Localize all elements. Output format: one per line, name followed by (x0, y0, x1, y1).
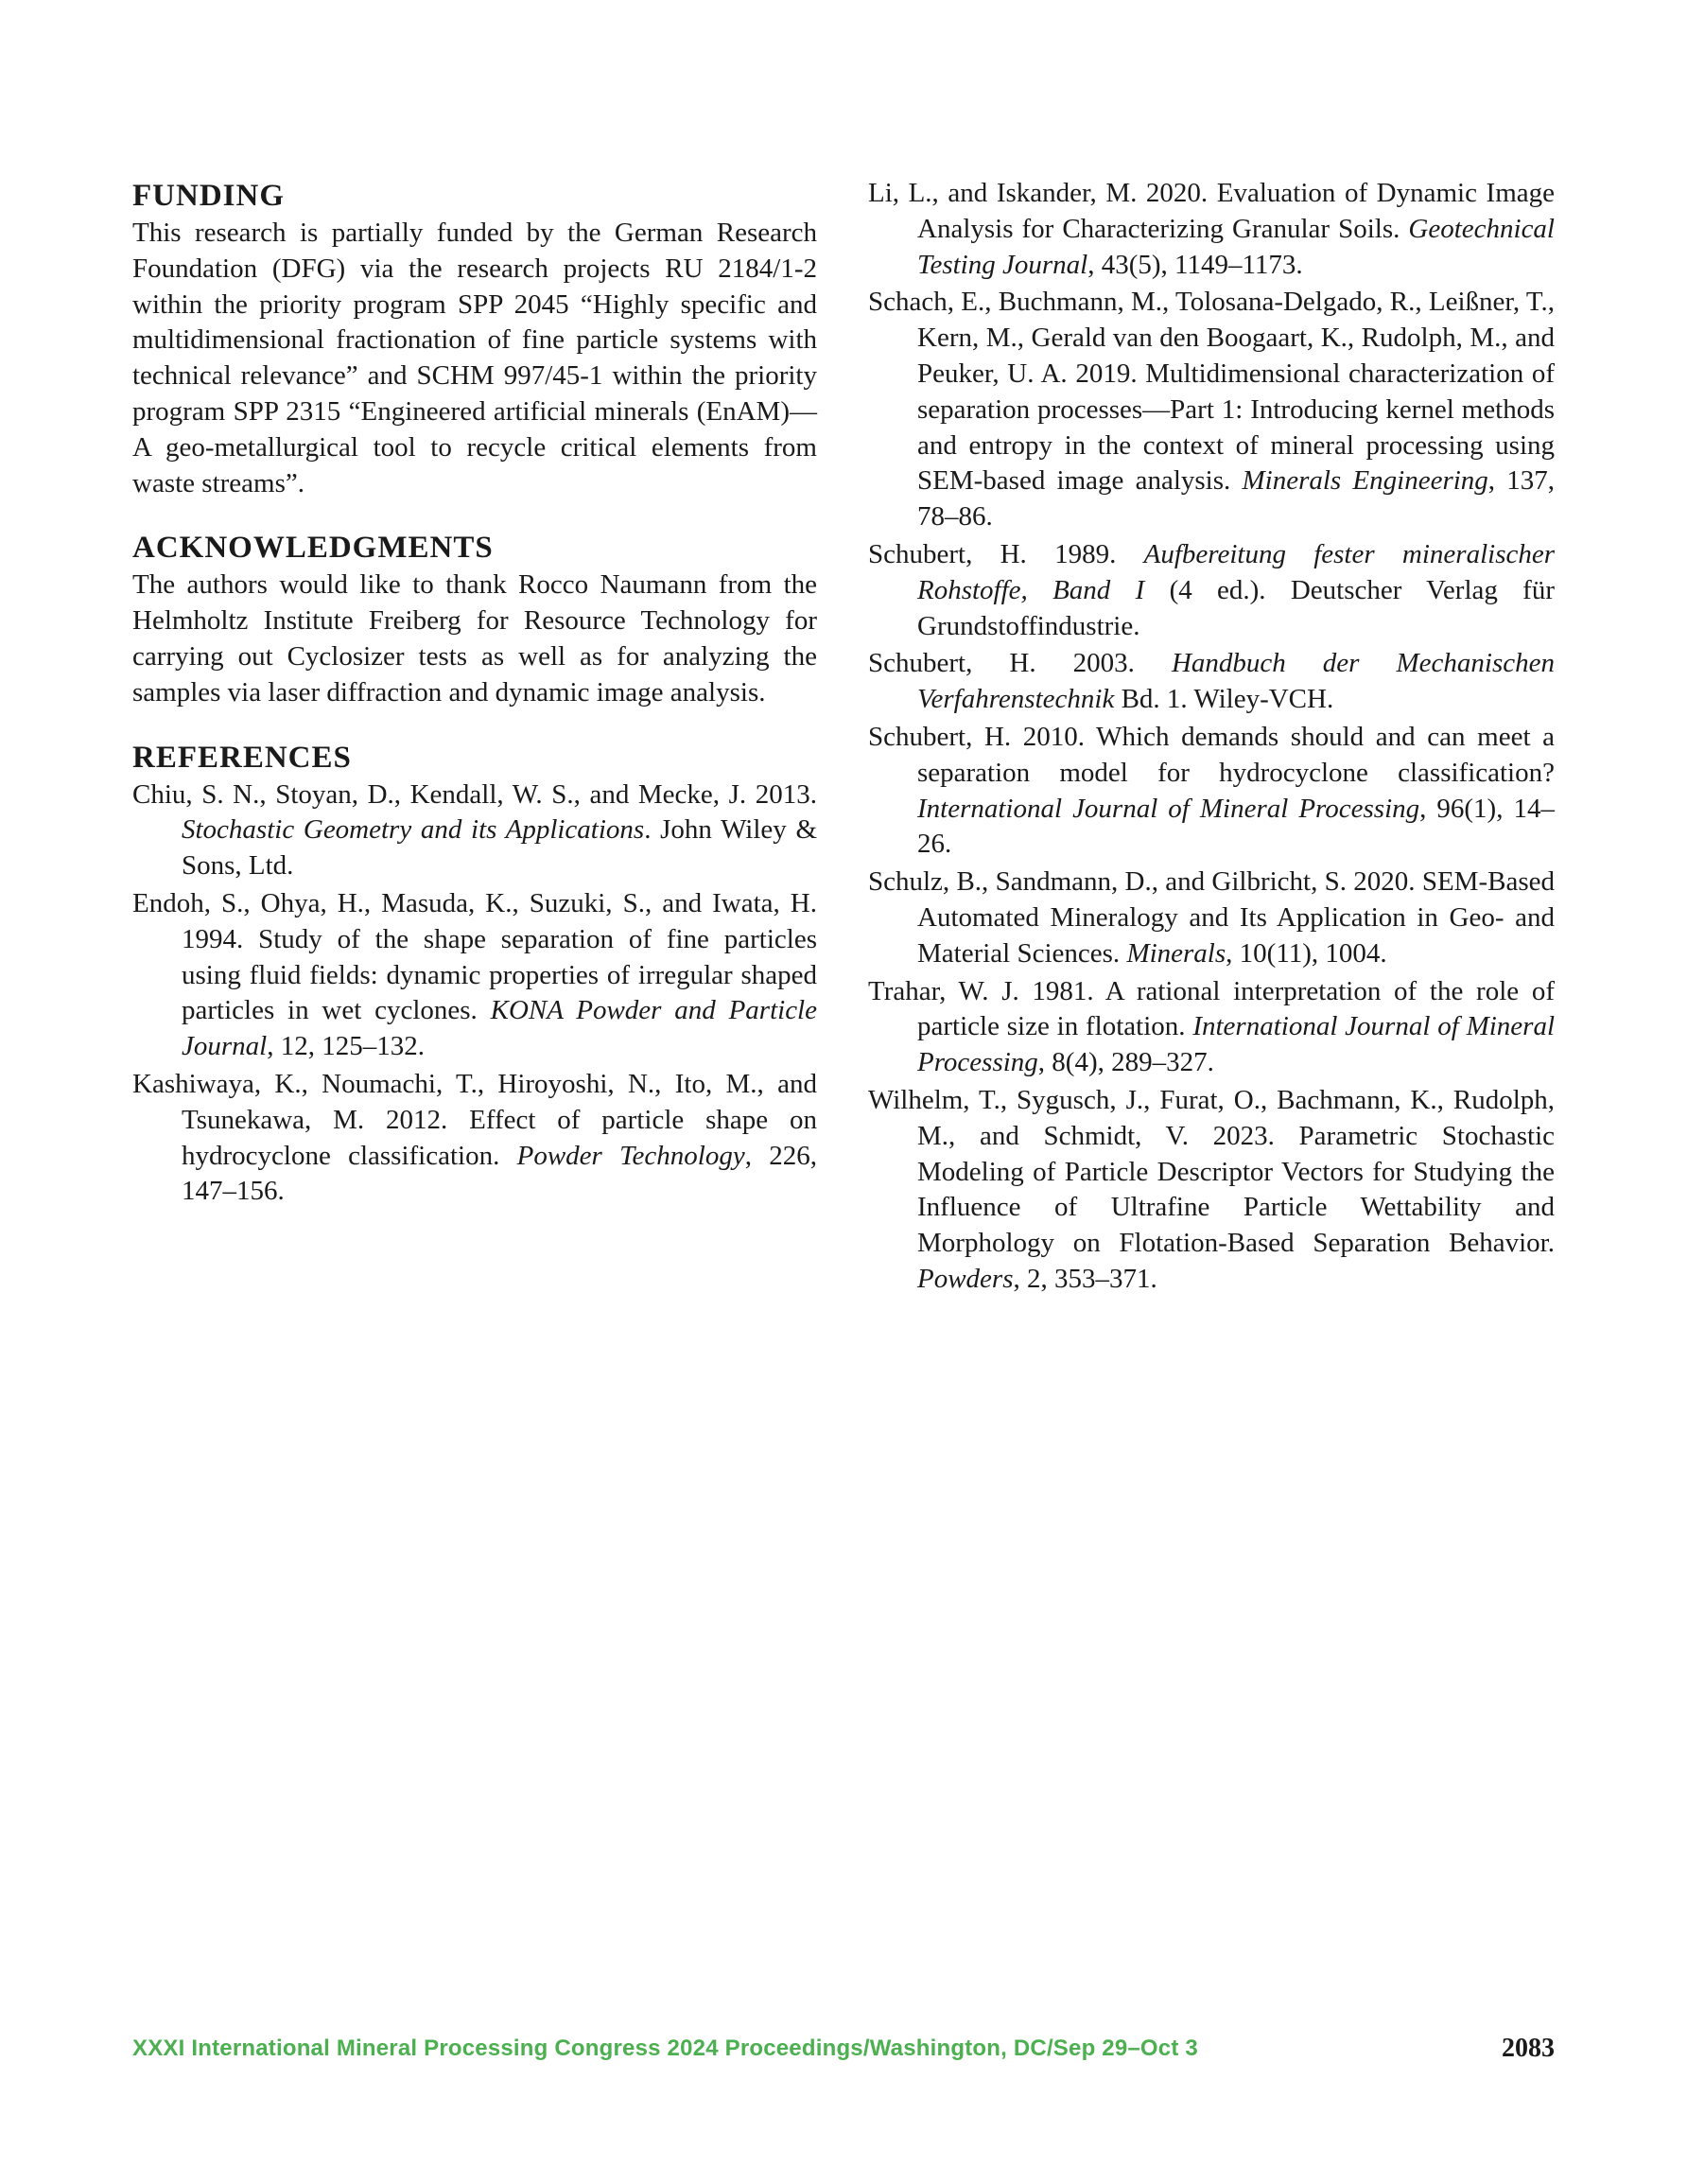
reference-source: Minerals Engineering (1242, 465, 1488, 497)
acknowledgments-text: The authors would like to thank Rocco Naumann from the Helmholtz Institute Freiberg for Resource Technology for carrying out Cyclosizer tests as well as for analyzing the samples via laser diffraction and dynamic image analysis. (132, 569, 817, 708)
reference-details: , 43(5), 1149–1173. (1087, 249, 1303, 280)
reference-item (868, 865, 1555, 971)
funding-section (132, 176, 817, 501)
reference-details: , 137, 78–86. (917, 465, 1556, 533)
acknowledgments-section (132, 528, 817, 710)
reference-source: International Journal of Mineral Processing (917, 1011, 1555, 1078)
reference-details: , 12, 125–132. (267, 1031, 425, 1062)
reference-details: (4 ed.). Deutscher Verlag für Grundstoffindustrie. (917, 574, 1555, 641)
reference-item (132, 886, 817, 1065)
references-list-right (868, 176, 1555, 1298)
reference-details: , 2, 353–371. (1013, 1263, 1157, 1294)
reference-item (868, 974, 1555, 1081)
reference-item (868, 537, 1555, 644)
reference-source: Geotechnical Testing Journal (917, 213, 1555, 280)
reference-details: , 226, 147–156. (182, 1140, 817, 1207)
reference-text: Schach, E., Buchmann, M., Tolosana-Delgado, R., Leißner, T., Kern, M., Gerald van den Boogaart, K., Rudolph, M., and Peuker, U. A. 2019. Multidimensional characterization of separation processes—Part 1: Introducing kernel methods and entropy in the context of mineral processing using SEM-based image analysis. (868, 287, 1555, 497)
reference-source: Aufbereitung fester mineralischer Rohstoffe, Band I (917, 538, 1556, 605)
reference-item (868, 285, 1555, 535)
page-footer (132, 2035, 1555, 2073)
reference-source: Stochastic Geometry and its Applications (182, 814, 645, 846)
reference-text: Schubert, H. 2003. (868, 648, 1172, 679)
reference-text: Schubert, H. 1989. (868, 538, 1144, 569)
reference-item (132, 778, 817, 884)
reference-details: . John Wiley & Sons, Ltd. (182, 814, 817, 882)
reference-text: Chiu, S. N., Stoyan, D., Kendall, W. S., and Mecke, J. 2013. (132, 778, 817, 810)
reference-source: International Journal of Mineral Processing (917, 793, 1420, 824)
reference-source: Handbuch der Mechanischen Verfahrenstechnik (917, 648, 1555, 715)
references-section (132, 738, 817, 1211)
reference-details: , 96(1), 14–26. (917, 793, 1555, 860)
acknowledgments-heading: ACKNOWLEDGMENTS (132, 531, 494, 566)
reference-text: Wilhelm, T., Sygusch, J., Furat, O., Bachmann, K., Rudolph, M., and Schmidt, V. 2023. Parametric Stochastic Modeling of Particle Descriptor Vectors for Studying the Influence of Ultrafine Particle Wettability and Morphology on Flotation-Based Separation Behavior. (868, 1084, 1555, 1259)
reference-details: , 8(4), 289–327. (1037, 1047, 1214, 1078)
reference-details: , 10(11), 1004. (1226, 937, 1387, 969)
references-heading: REFERENCES (132, 740, 352, 775)
reference-item (132, 1067, 817, 1210)
references-list-left (132, 778, 817, 1211)
reference-source: Minerals (1126, 937, 1226, 969)
reference-text: Schubert, H. 2010. Which demands should and can meet a separation model for hydrocyclone classification? (868, 721, 1555, 788)
reference-source: KONA Powder and Particle Journal (182, 995, 817, 1062)
left-column (132, 176, 817, 1212)
reference-text: Endoh, S., Ohya, H., Masuda, K., Suzuki, S., and Iwata, H. 1994. Study of the shape separation of fine particles using fluid fields: dynamic properties of irregular shaped particles in wet cyclones. (132, 887, 817, 1026)
reference-source: Powders (917, 1263, 1014, 1294)
reference-details: Bd. 1. Wiley-VCH. (1114, 684, 1334, 715)
page-number: 2083 (1502, 2034, 1555, 2063)
reference-item (868, 1083, 1555, 1298)
reference-source: Powder Technology (516, 1140, 745, 1171)
funding-heading: FUNDING (132, 179, 285, 213)
funding-text: This research is partially funded by the German Research Foundation (DFG) via the research projects RU 2184/1-2 within the priority program SPP 2045 “Highly specific and multidimensional fractionation of fine particle systems with technical relevance” and SCHM 997/45-1 within the priority program SPP 2315 “Engineered artificial minerals (EnAM)—A geo-metallurgical tool to recycle critical elements from waste streams”. (132, 218, 817, 498)
footer-conference-text: XXXI International Mineral Processing Congress 2024 Proceedings/Washington, DC/Sep 29–Oct 3 (132, 2035, 1198, 2061)
reference-text: Schulz, B., Sandmann, D., and Gilbricht, S. 2020. SEM-Based Automated Mineralogy and Its Application in Geo- and Material Sciences. (868, 866, 1555, 969)
reference-text: Kashiwaya, K., Noumachi, T., Hiroyoshi, N., Ito, M., and Tsunekawa, M. 2012. Effect of particle shape on hydrocyclone classification. (132, 1068, 817, 1171)
reference-text: Trahar, W. J. 1981. A rational interpretation of the role of particle size in flotation. (868, 975, 1555, 1042)
right-column (868, 176, 1555, 1300)
reference-text: Li, L., and Iskander, M. 2020. Evaluation of Dynamic Image Analysis for Characterizing Granular Soils. (868, 178, 1555, 244)
reference-item (868, 720, 1555, 863)
reference-item (868, 646, 1555, 718)
reference-item (868, 176, 1555, 283)
